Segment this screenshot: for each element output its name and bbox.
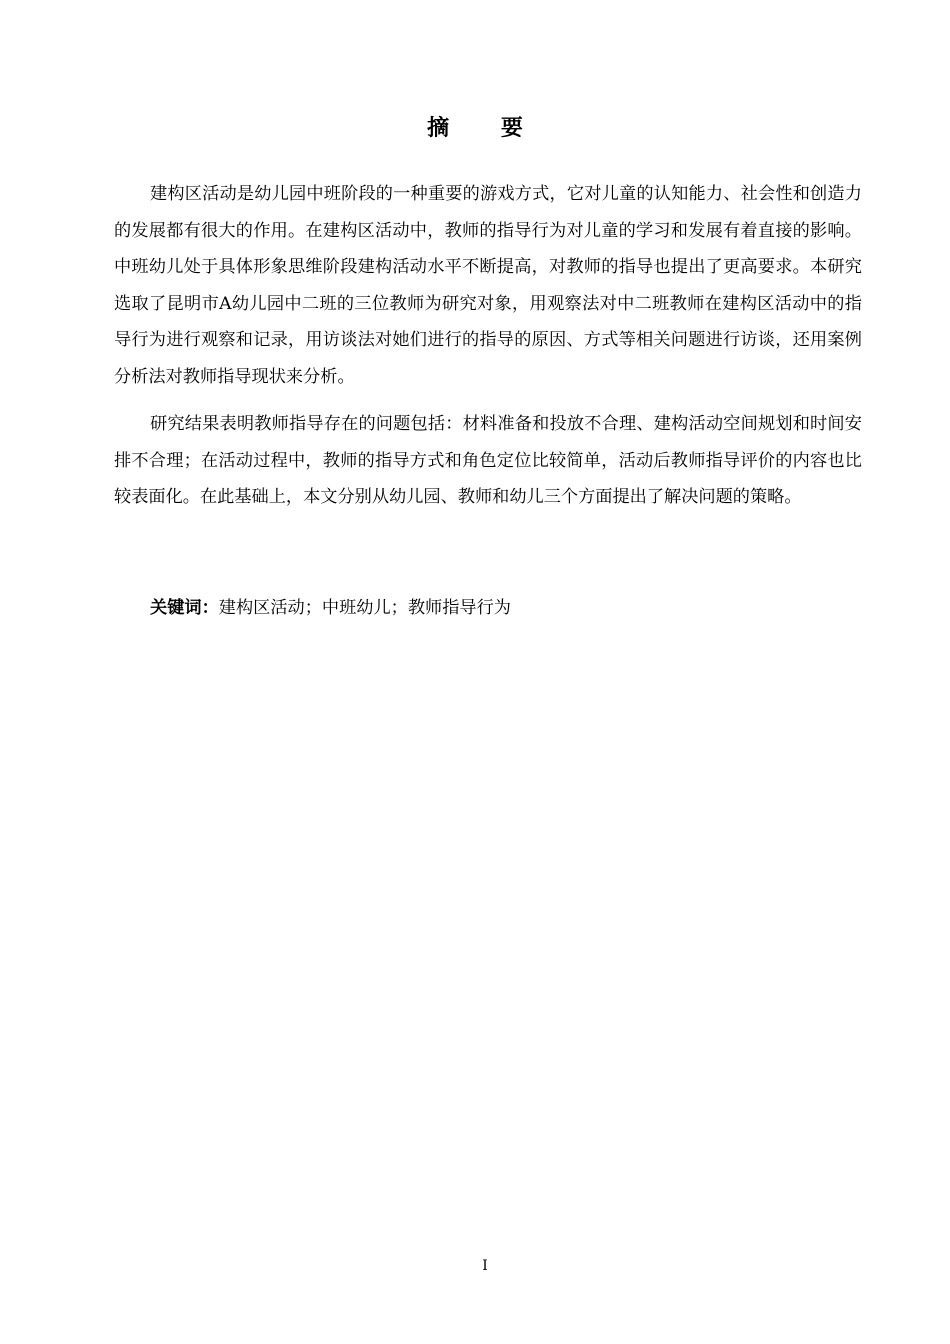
abstract-paragraph-2: 研究结果表明教师指导存在的问题包括：材料准备和投放不合理、建构活动空间规划和时间安排不合理；在活动过程中，教师的指导方式和角色定位比较简单，活动后教师指导评价的内容也比较表面化。在此基础上，本文分别从幼儿园、教师和幼儿三个方面提出了解决问题的策略。 (114, 414, 862, 508)
abstract-title: 摘 要 (427, 116, 545, 141)
keywords-label: 关键词： (150, 598, 219, 618)
keywords-value: 建构区活动；中班幼儿；教师指导行为 (218, 598, 511, 618)
keywords-line (150, 590, 511, 626)
abstract-paragraph-1: 建构区活动是幼儿园中班阶段的一种重要的游戏方式，它对儿童的认知能力、社会性和创造力的发展都有很大的作用。在建构区活动中，教师的指导行为对儿童的学习和发展有着直接的影响。中班幼儿处于具体形象思维阶段建构活动水平不断提高，对教师的指导也提出了更高要求。本研究选取了昆明市A幼儿园中二班的三位教师为研究对象，用观察法对中二班教师在建构区活动中的指导行为进行观察和记录，用访谈法对她们进行的指导的原因、方式等相关问题进行访谈，还用案例分析法对教师指导现状来分析。 (114, 184, 862, 387)
page-number: I (482, 1258, 488, 1274)
